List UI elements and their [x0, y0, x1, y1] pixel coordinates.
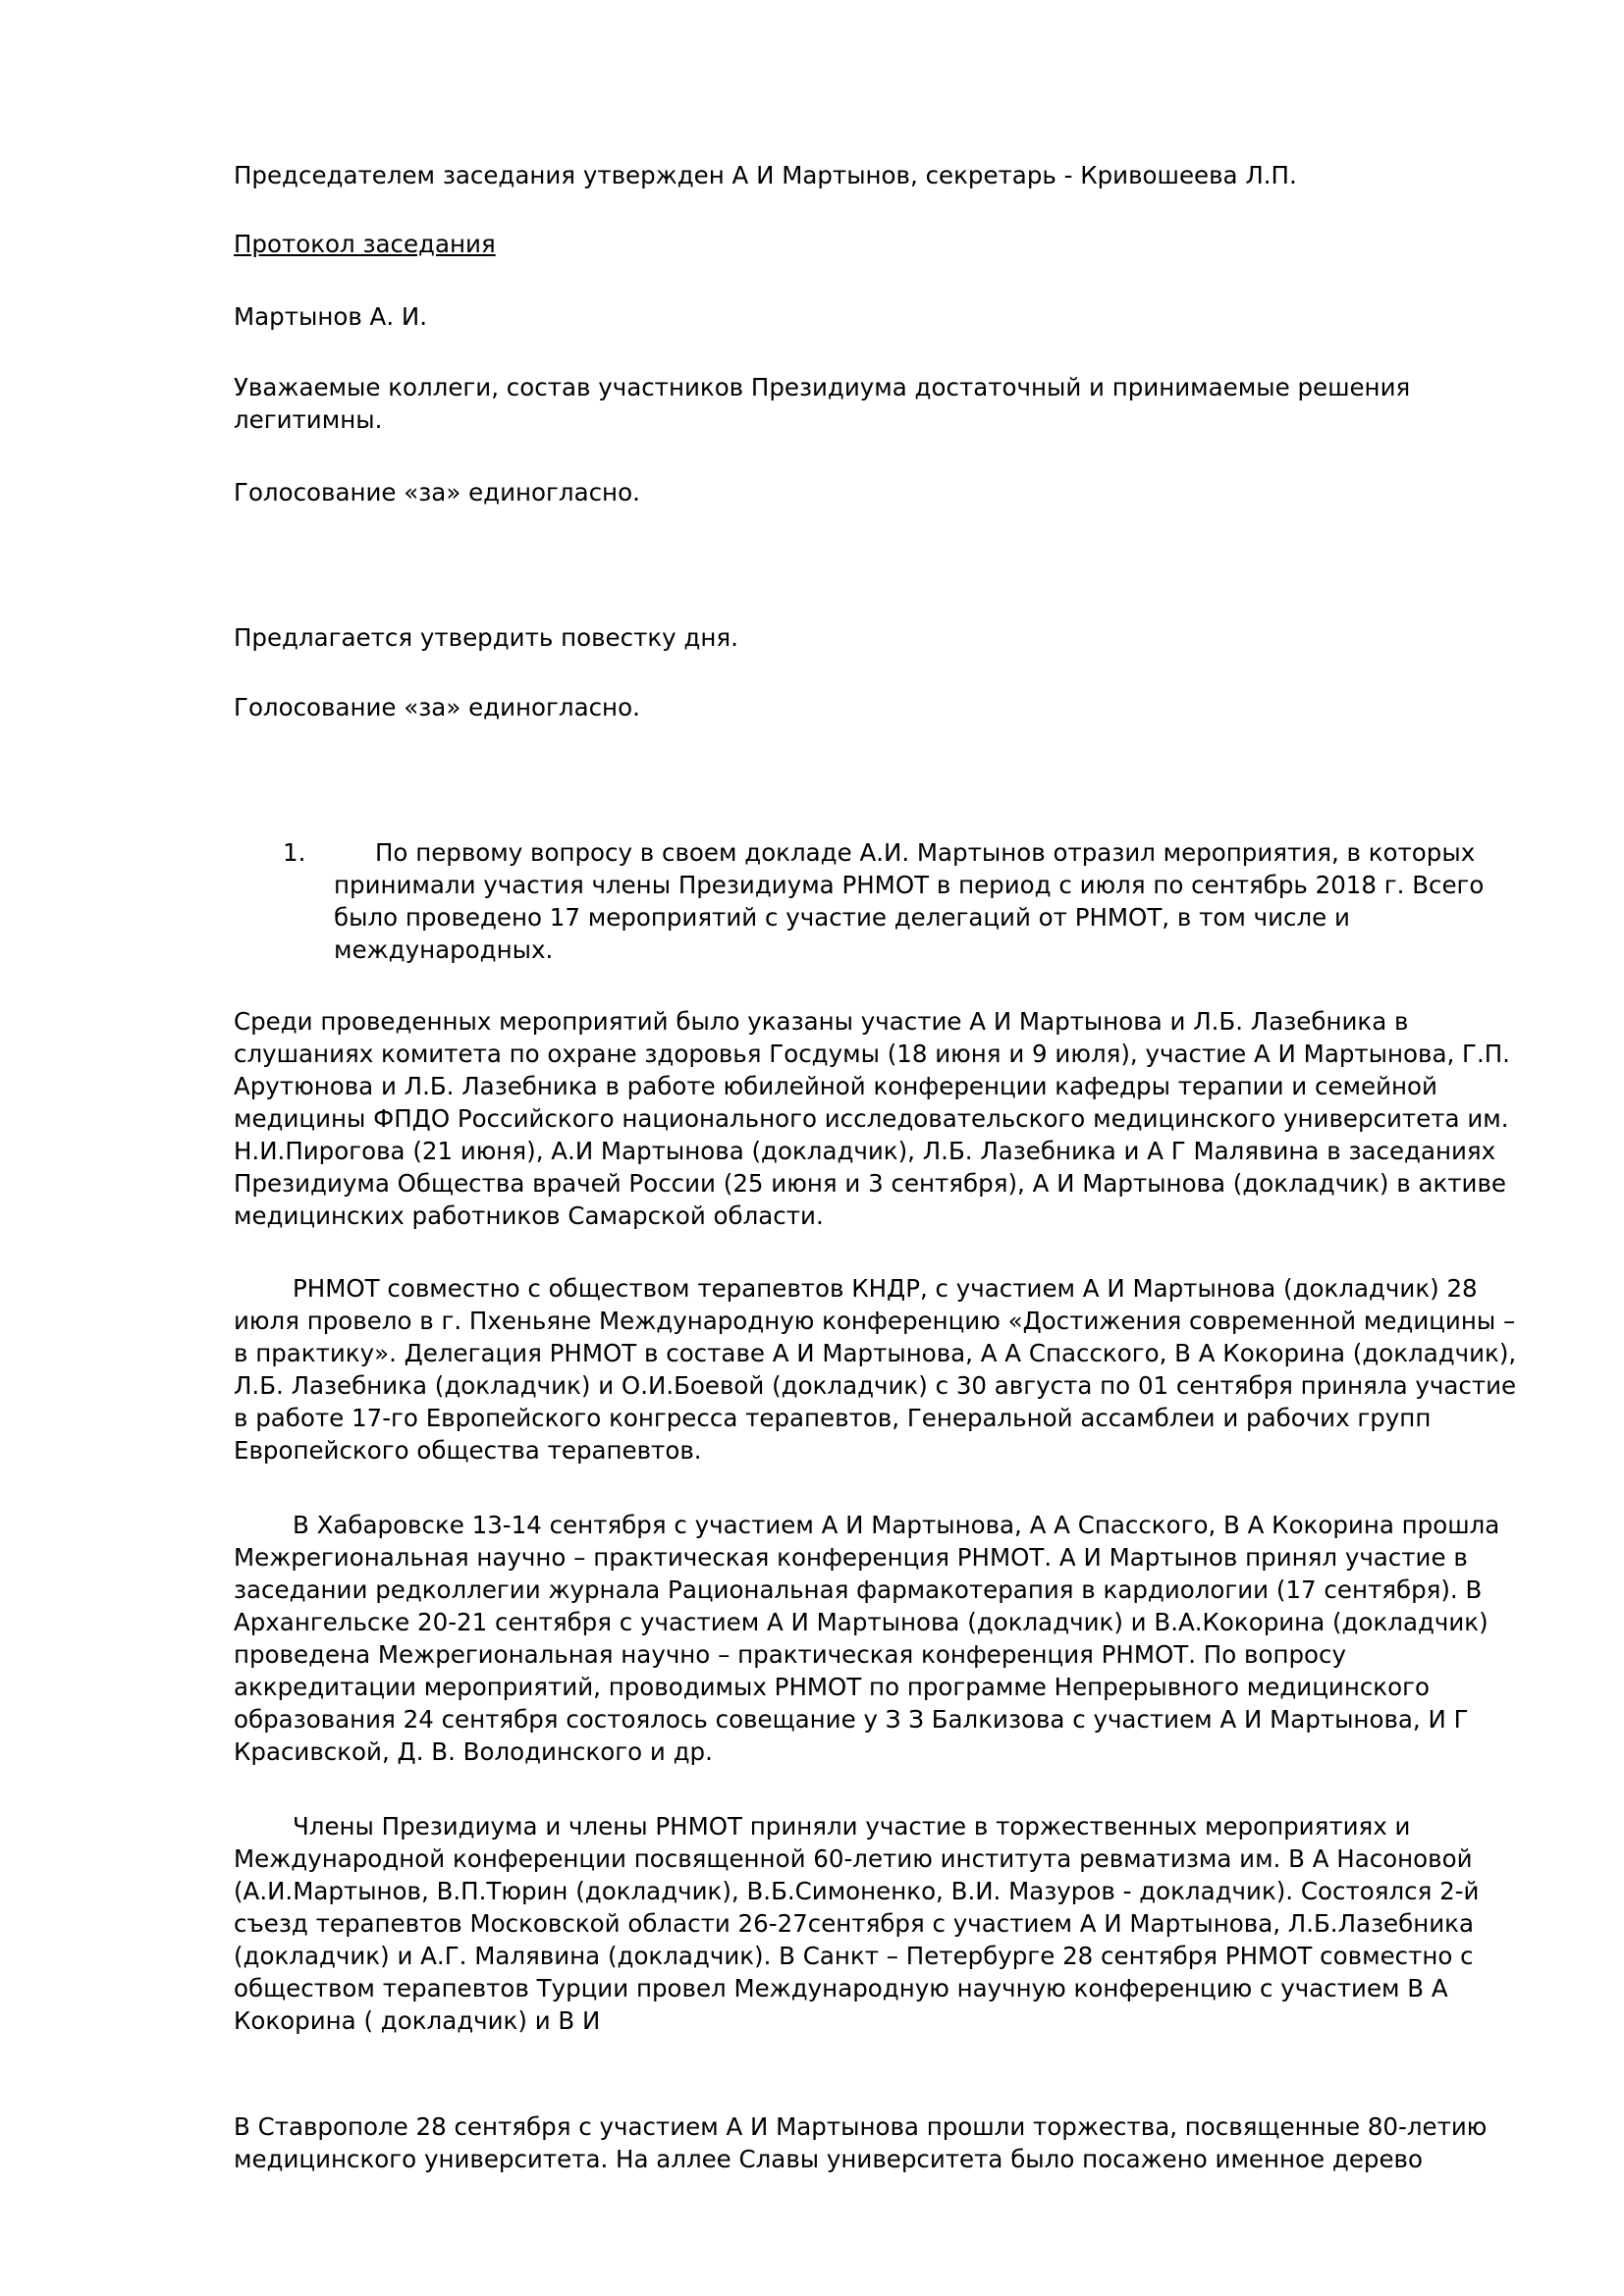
- protocol-heading: Протокол заседания: [234, 230, 496, 258]
- body-paragraph-2: РНМОТ совместно с обществом терапевтов КНДР, с участием А И Мартынова (докладчик) 28 июля провело в г. Пхеньяне Международную конференцию «Достижения современной медицины – в практику». Делегация РНМОТ в составе А И Мартынова, А А Спасского, В А Кокорина (докладчик), Л.Б. Лазебника (докладчик) и О.И.Боевой (докладчик) с 30 августа по 01 сентября приняла участие в работе 17-го Европейского конгресса терапевтов, Генеральной ассамблеи и рабочих групп Европейского общества терапевтов.: [234, 1274, 1517, 1465]
- body-paragraph-3: В Хабаровске 13-14 сентября с участием А И Мартынова, А А Спасского, В А Кокорина прошла Межрегиональная научно – практическая конференция РНМОТ. А И Мартынов принял участие в заседании редколлегии журнала Рациональная фармакотерапия в кардиологии (17 сентября). В Архангельске 20-21 сентября с участием А И Мартынова (докладчик) и В.А.Кокорина (докладчик) проведена Межрегиональная научно – практическая конференция РНМОТ. По вопросу аккредитации мероприятий, проводимых РНМОТ по программе Непрерывного медицинского образования 24 сентября состоялось совещание у З З Балкизова с участием А И Мартынова, И Г Красивской, Д. В. Володинского и др.: [234, 1511, 1500, 1766]
- chair-line: Председателем заседания утвержден А И Мартынов, секретарь - Кривошеева Л.П.: [234, 161, 1297, 189]
- agenda-paragraph: Предлагается утвердить повестку дня.: [234, 623, 738, 652]
- speaker-name: Мартынов А. И.: [234, 302, 428, 331]
- body-paragraph-1: Среди проведенных мероприятий было указаны участие А И Мартынова и Л.Б. Лазебника в слушаниях комитета по охране здоровья Госдумы (18 июня и 9 июля), участие А И Мартынова, Г.П. Арутюнова и Л.Б. Лазебника в работе юбилейной конференции кафедры терапии и семейной медицины ФПДО Российского национального исследовательского медицинского университета им. Н.И.Пирогова (21 июня), А.И Мартынова (докладчик), Л.Б. Лазебника и А Г Малявина в заседаниях Президиума Общества врачей России (25 июня и 3 сентября), А И Мартынова (докладчик) в активе медицинских работников Самарской области.: [234, 1007, 1510, 1230]
- list-item-number: 1.: [283, 838, 306, 867]
- quorum-paragraph: Уважаемые коллеги, состав участников Президиума достаточный и принимаемые решения легитимны.: [234, 373, 1411, 434]
- body-paragraph-4: Члены Президиума и члены РНМОТ приняли участие в торжественных мероприятиях и Международной конференции посвященной 60-летию института ревматизма им. В А Насоновой (А.И.Мартынов, В.П.Тюрин (докладчик), В.Б.Симоненко, В.И. Мазуров - докладчик). Состоялся 2-й съезд терапевтов Московской области 26-27сентября с участием А И Мартынова, Л.Б.Лазебника (докладчик) и А.Г. Малявина (докладчик). В Санкт – Петербурге 28 сентября РНМОТ совместно с обществом терапевтов Турции провел Международную научную конференцию с участием В А Кокорина ( докладчик) и В И: [234, 1812, 1480, 2035]
- vote-result-2: Голосование «за» единогласно.: [234, 693, 640, 721]
- vote-result-1: Голосование «за» единогласно.: [234, 478, 640, 507]
- list-item-text: По первому вопросу в своем докладе А.И. Мартынов отразил мероприятия, в которых принимали участия члены Президиума РНМОТ в период с июля по сентябрь 2018 г. Всего было проведено 17 мероприятий с участие делегаций от РНМОТ, в том числе и международных.: [334, 838, 1485, 964]
- body-paragraph-5: В Ставрополе 28 сентября с участием А И Мартынова прошли торжества, посвященные 80-летию медицинского университета. На аллее Славы университета было посажено именное дерево: [234, 2112, 1488, 2173]
